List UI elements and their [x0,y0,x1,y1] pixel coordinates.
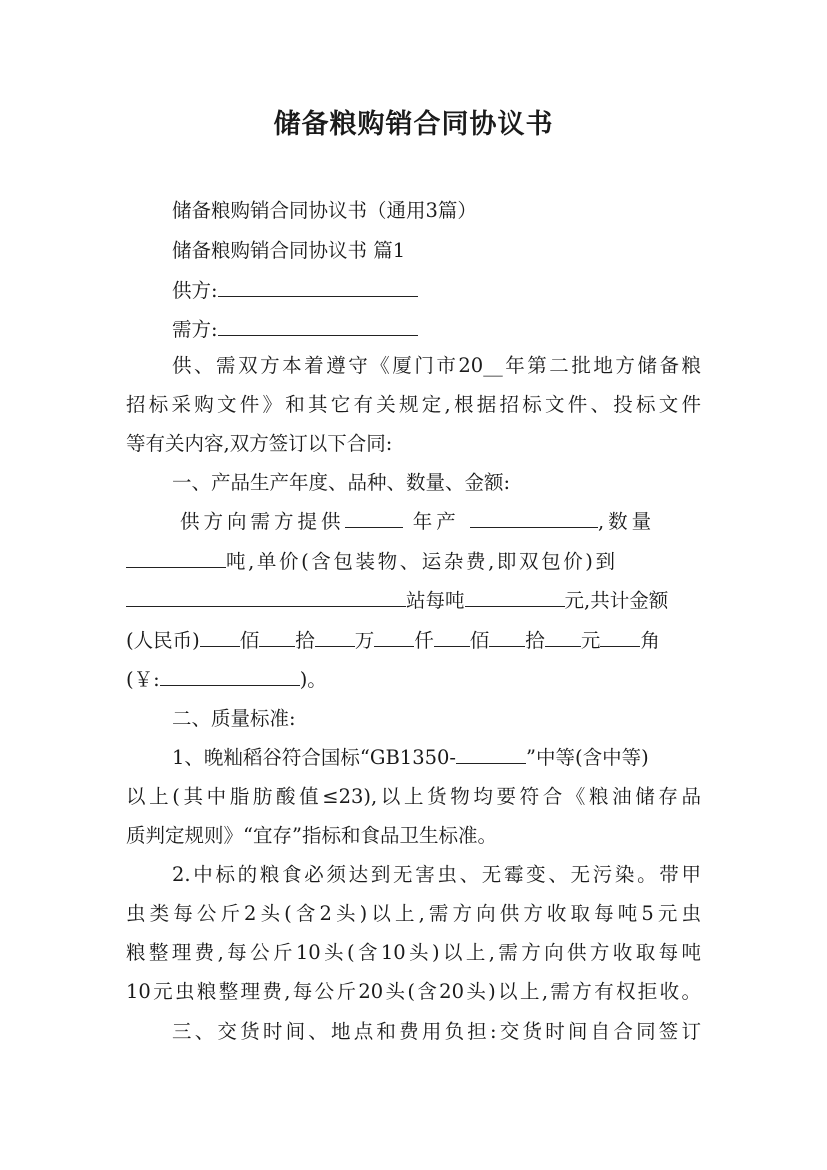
section-heading: 储备粮购销合同协议书 篇1 [172,239,406,262]
year-blank [345,509,403,528]
unit-price-blank [465,588,565,607]
amount-unit: 角 [640,629,660,652]
rmb-blank [160,667,300,686]
paragraph-line: 以上(其中脂肪酸值≤23),以上货物均要符合《粮油储存品 [126,785,701,808]
document-title: 储备粮购销合同协议书 [273,109,554,140]
variety-blank [470,509,598,528]
amount-unit: 佰 [239,629,260,652]
amount-unit: 佰 [469,629,490,652]
clause-heading-1: 一、产品生产年度、品种、数量、金额: [172,471,511,494]
amount-blank [600,628,640,647]
clause-text: 供方向需方提供 [180,510,345,533]
clause-text: 站每吨 [406,589,465,612]
amount-unit: 元 [580,629,601,652]
quantity-blank [126,549,226,568]
amount-rmb-line [126,666,327,694]
buyer-blank [218,317,418,336]
clause-text: ”中等(含中等) [526,746,649,769]
supplier-label: 供方: [172,279,218,302]
clause-heading-3: 三、交货时间、地点和费用负担:交货时间自合同签订 [172,1020,701,1043]
paragraph-line: 虫类每公斤2头(含2头)以上,需方向供方收取每吨5元虫 [126,902,701,925]
paragraph-line: 等有关内容,双方签订以下合同: [126,432,393,455]
supplier-line [172,277,418,305]
clause-text: 吨,单价(含包装物、运杂费,即双包价)到 [226,550,618,573]
quantity-line-3 [126,587,668,615]
supplier-blank [218,278,418,297]
amount-blank [315,628,355,647]
amount-blank [489,628,525,647]
buyer-line [172,316,418,344]
document-subtitle: 储备粮购销合同协议书（通用3篇） [172,199,477,222]
clause-text: 年产 [412,510,460,533]
paragraph-line: 招标采购文件》和其它有关规定,根据招标文件、投标文件 [126,393,701,416]
amount-blank [200,628,240,647]
station-blank [126,588,406,607]
amount-unit: 仟 [414,629,434,652]
paragraph-line: 粮整理费,每公斤10头(含10头)以上,需方向供方收取每吨 [126,941,701,964]
quantity-line-2 [126,548,618,576]
amount-blank [374,628,414,647]
amount-line [126,627,660,655]
amount-blank [545,628,581,647]
standard-line-1 [172,744,649,772]
standard-year-blank [456,745,526,764]
clause-text: 1、晚籼稻谷符合国标“GB1350- [172,746,456,769]
amount-blank [434,628,470,647]
clause-heading-2: 二、质量标准: [172,707,296,730]
paragraph-line: 供、需双方本着遵守《厦门市20__年第二批地方储备粮 [172,354,701,377]
paragraph-line: 质判定规则》“宜存”指标和食品卫生标准。 [126,824,497,847]
buyer-label: 需方: [172,318,218,341]
quantity-line-1 [180,508,655,536]
amount-unit: 拾 [295,629,315,652]
amount-blank [259,628,295,647]
clause-text: (￥: [126,668,160,691]
clause-text: 元,共计金额 [564,589,669,612]
clause-text: (人民币) [126,629,200,652]
amount-unit: 万 [354,629,375,652]
clause-text: ,数量 [597,510,656,533]
amount-unit: 拾 [525,629,545,652]
clause-text: )。 [299,668,327,691]
paragraph-line: 2.中标的粮食必须达到无害虫、无霉变、无污染。带甲 [172,863,701,886]
paragraph-line: 10元虫粮整理费,每公斤20头(含20头)以上,需方有权拒收。 [126,980,701,1003]
